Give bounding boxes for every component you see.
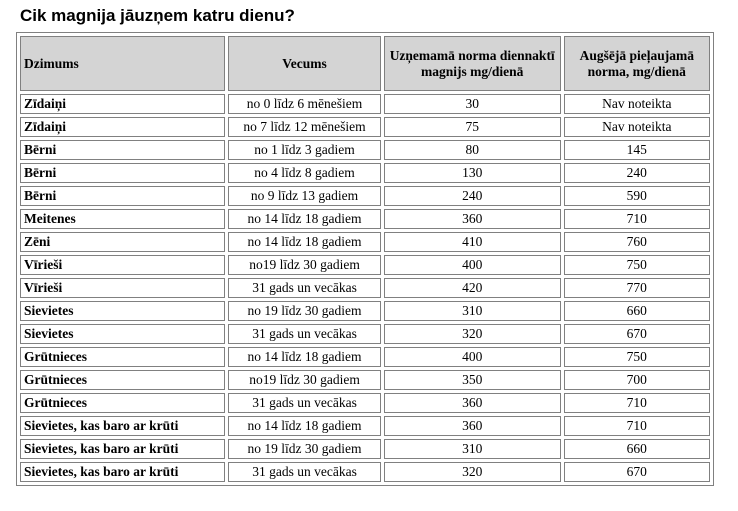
cell-age: no19 līdz 30 gadiem: [228, 370, 380, 390]
cell-upper-limit: 770: [564, 278, 710, 298]
table-header-row: [20, 36, 710, 91]
cell-upper-limit: 145: [564, 140, 710, 160]
table-row: [20, 416, 710, 436]
cell-upper-limit: 670: [564, 324, 710, 344]
cell-upper-limit: 710: [564, 393, 710, 413]
cell-gender: Grūtnieces: [20, 370, 225, 390]
table-row: [20, 209, 710, 229]
cell-upper-limit: 750: [564, 347, 710, 367]
cell-age: no 19 līdz 30 gadiem: [228, 439, 380, 459]
cell-gender: Sievietes: [20, 324, 225, 344]
table-row: [20, 232, 710, 252]
cell-gender: Zēni: [20, 232, 225, 252]
cell-daily-intake: 130: [384, 163, 561, 183]
cell-gender: Grūtnieces: [20, 393, 225, 413]
table-row: [20, 370, 710, 390]
table-row: [20, 324, 710, 344]
cell-age: 31 gads un vecākas: [228, 393, 380, 413]
cell-daily-intake: 350: [384, 370, 561, 390]
header-daily-intake: Uzņemamā norma diennaktī magnijs mg/dienā: [384, 36, 561, 91]
cell-daily-intake: 420: [384, 278, 561, 298]
cell-upper-limit: 660: [564, 301, 710, 321]
table-row: [20, 163, 710, 183]
cell-gender: Grūtnieces: [20, 347, 225, 367]
cell-daily-intake: 240: [384, 186, 561, 206]
cell-upper-limit: 700: [564, 370, 710, 390]
cell-age: no 4 līdz 8 gadiem: [228, 163, 380, 183]
cell-daily-intake: 400: [384, 347, 561, 367]
cell-upper-limit: Nav noteikta: [564, 117, 710, 137]
table-row: [20, 462, 710, 482]
cell-daily-intake: 80: [384, 140, 561, 160]
cell-gender: Zīdaiņi: [20, 117, 225, 137]
cell-age: no 9 līdz 13 gadiem: [228, 186, 380, 206]
cell-age: no 14 līdz 18 gadiem: [228, 347, 380, 367]
table-row: [20, 301, 710, 321]
cell-gender: Meitenes: [20, 209, 225, 229]
cell-age: 31 gads un vecākas: [228, 278, 380, 298]
table-row: [20, 140, 710, 160]
cell-daily-intake: 360: [384, 416, 561, 436]
table-row: [20, 117, 710, 137]
cell-age: no 14 līdz 18 gadiem: [228, 209, 380, 229]
cell-daily-intake: 360: [384, 209, 561, 229]
cell-age: no 1 līdz 3 gadiem: [228, 140, 380, 160]
cell-gender: Vīrieši: [20, 255, 225, 275]
cell-age: no 7 līdz 12 mēnešiem: [228, 117, 380, 137]
cell-age: no19 līdz 30 gadiem: [228, 255, 380, 275]
table-row: [20, 439, 710, 459]
table-row: [20, 94, 710, 114]
cell-daily-intake: 360: [384, 393, 561, 413]
cell-upper-limit: 240: [564, 163, 710, 183]
cell-gender: Sievietes, kas baro ar krūti: [20, 439, 225, 459]
cell-daily-intake: 400: [384, 255, 561, 275]
table-row: [20, 393, 710, 413]
cell-gender: Zīdaiņi: [20, 94, 225, 114]
cell-daily-intake: 310: [384, 439, 561, 459]
table-body: [20, 94, 710, 482]
header-age: Vecums: [228, 36, 380, 91]
cell-daily-intake: 30: [384, 94, 561, 114]
cell-upper-limit: 590: [564, 186, 710, 206]
cell-daily-intake: 310: [384, 301, 561, 321]
cell-gender: Vīrieši: [20, 278, 225, 298]
cell-age: no 14 līdz 18 gadiem: [228, 416, 380, 436]
cell-gender: Bērni: [20, 186, 225, 206]
cell-daily-intake: 410: [384, 232, 561, 252]
cell-age: no 0 līdz 6 mēnešiem: [228, 94, 380, 114]
cell-gender: Bērni: [20, 140, 225, 160]
cell-upper-limit: 670: [564, 462, 710, 482]
cell-upper-limit: 710: [564, 416, 710, 436]
cell-age: 31 gads un vecākas: [228, 324, 380, 344]
cell-gender: Sievietes: [20, 301, 225, 321]
cell-age: 31 gads un vecākas: [228, 462, 380, 482]
magnesium-table-container: [16, 32, 714, 486]
cell-age: no 19 līdz 30 gadiem: [228, 301, 380, 321]
table-row: [20, 347, 710, 367]
cell-upper-limit: 660: [564, 439, 710, 459]
magnesium-intake-table: [16, 32, 714, 486]
page-title: Cik magnija jāuzņem katru dienu?: [20, 6, 295, 25]
cell-age: no 14 līdz 18 gadiem: [228, 232, 380, 252]
cell-daily-intake: 75: [384, 117, 561, 137]
cell-gender: Sievietes, kas baro ar krūti: [20, 416, 225, 436]
cell-daily-intake: 320: [384, 324, 561, 344]
table-row: [20, 255, 710, 275]
cell-gender: Sievietes, kas baro ar krūti: [20, 462, 225, 482]
cell-upper-limit: Nav noteikta: [564, 94, 710, 114]
table-row: [20, 278, 710, 298]
cell-daily-intake: 320: [384, 462, 561, 482]
cell-upper-limit: 750: [564, 255, 710, 275]
table-row: [20, 186, 710, 206]
header-upper-limit: Augšējā pieļaujamā norma, mg/dienā: [564, 36, 710, 91]
cell-upper-limit: 760: [564, 232, 710, 252]
header-gender: Dzimums: [20, 36, 225, 91]
cell-upper-limit: 710: [564, 209, 710, 229]
cell-gender: Bērni: [20, 163, 225, 183]
